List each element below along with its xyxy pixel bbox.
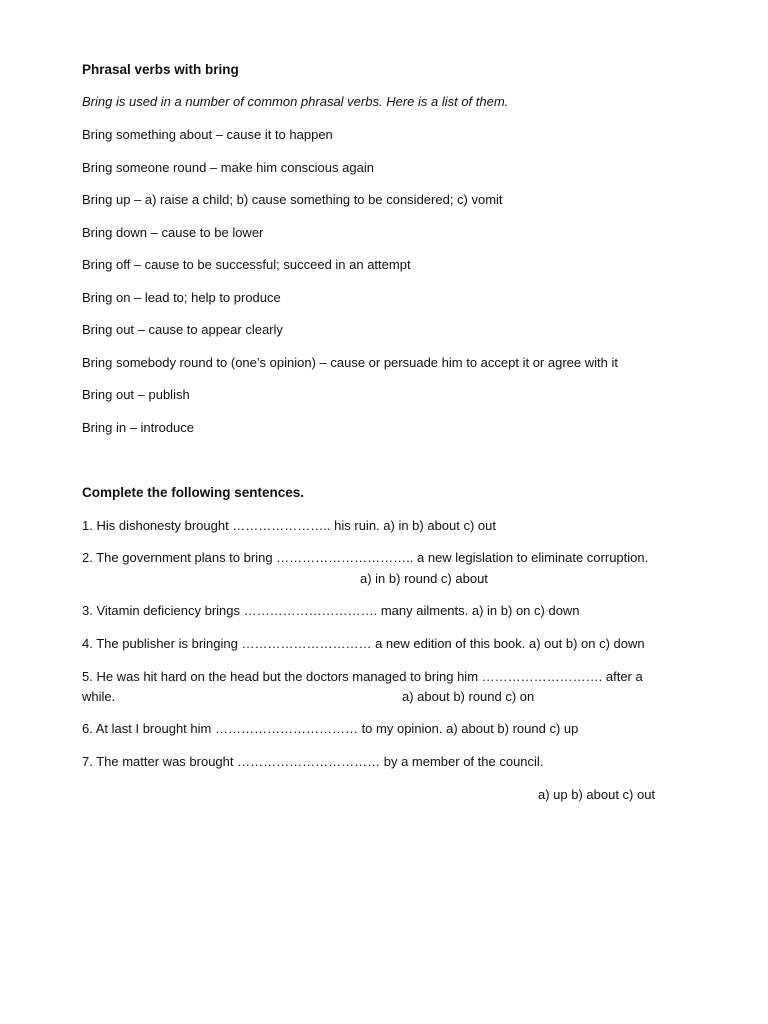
exercise-item-2: 2. The government plans to bring ………………………….. a new legislation to eliminate corruption.	[82, 550, 649, 565]
exercise-item-6: 6. At last I brought him …………………………… to my opinion. a) about b) round c) up	[82, 721, 579, 736]
intro-text: Bring is used in a number of common phrasal verbs. Here is a list of them.	[82, 94, 509, 109]
exercise-item-4: 4. The publisher is bringing ………………………… a new edition of this book. a) out b) on c) down	[82, 636, 645, 651]
exercise-item-7: 7. The matter was brought …………………………… by a member of the council.	[82, 754, 544, 769]
exercise-options-5: a) about b) round c) on	[402, 689, 535, 704]
exercise-heading: Complete the following sentences.	[82, 485, 305, 500]
exercise-item-5-continuation: while.	[82, 689, 116, 704]
document-title: Phrasal verbs with bring	[82, 62, 239, 77]
definition-item: Bring somebody round to (one’s opinion) – cause or persuade him to accept it or agree with it	[82, 355, 618, 370]
definition-item: Bring up – a) raise a child; b) cause something to be considered; c) vomit	[82, 192, 503, 207]
definition-item: Bring out – cause to appear clearly	[82, 322, 283, 337]
exercise-options-2: a) in b) round c) about	[360, 571, 488, 586]
exercise-options-7: a) up b) about c) out	[538, 787, 656, 802]
definition-item: Bring in – introduce	[82, 420, 195, 435]
definition-item: Bring down – cause to be lower	[82, 225, 264, 240]
definition-item: Bring out – publish	[82, 387, 190, 402]
definition-item: Bring on – lead to; help to produce	[82, 290, 281, 305]
definition-item: Bring something about – cause it to happen	[82, 127, 333, 142]
definition-item: Bring someone round – make him conscious again	[82, 160, 374, 175]
definition-item: Bring off – cause to be successful; succeed in an attempt	[82, 257, 411, 272]
exercise-item-1: 1. His dishonesty brought ………………….. his ruin. a) in b) about c) out	[82, 518, 497, 533]
exercise-item-5: 5. He was hit hard on the head but the doctors managed to bring him ………………………. after a	[82, 669, 643, 684]
exercise-item-3: 3. Vitamin deficiency brings …………………………. many ailments. a) in b) on c) down	[82, 603, 580, 618]
